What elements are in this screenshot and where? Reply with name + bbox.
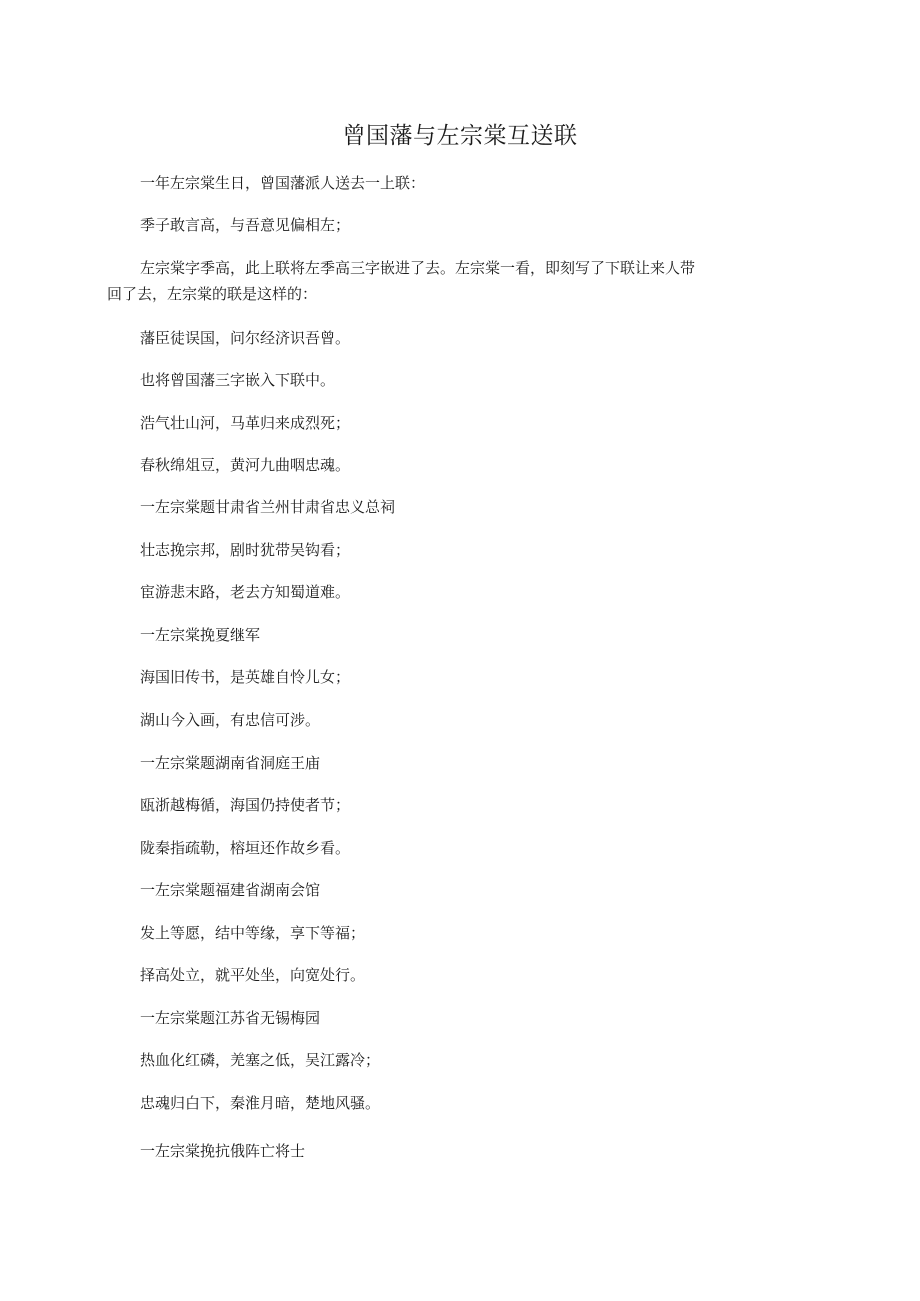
explanation-line-1: 左宗棠字季高，此上联将左季高三字嵌进了去。左宗棠一看，即刻写了下联让来人带: [140, 259, 696, 277]
text-line: 瓯浙越梅循，海国仍持使者节；: [140, 796, 351, 814]
text-line: 一左宗棠挽抗俄阵亡将士: [140, 1142, 306, 1160]
text-line: 海国旧传书，是英雄自怜儿女；: [140, 668, 351, 686]
text-line: 宦游悲末路，老去方知蜀道难。: [140, 583, 351, 601]
text-line: 一左宗棠题甘肃省兰州甘肃省忠义总祠: [140, 498, 396, 516]
text-line: 一左宗棠挽夏继军: [140, 626, 261, 644]
text-line: 一左宗棠题福建省湖南会馆: [140, 881, 321, 899]
document-title: 曾国藩与左宗棠互送联: [342, 123, 578, 149]
text-line: 一左宗棠题湖南省洞庭王庙: [140, 754, 321, 772]
text-line: 陇秦指疏勒，榕垣还作故乡看。: [140, 839, 351, 857]
intro-paragraph: 一年左宗棠生日，曾国藩派人送去一上联：: [140, 174, 426, 192]
text-line: 忠魂归白下，秦淮月暗，楚地风骚。: [140, 1094, 381, 1112]
text-line: 一左宗棠题江苏省无锡梅园: [140, 1009, 321, 1027]
text-line: 湖山今入画，有忠信可涉。: [140, 711, 321, 729]
text-line: 热血化红磷，羌塞之低，吴江露冷；: [140, 1051, 381, 1069]
text-line: 春秋绵俎豆，黄河九曲咽忠魂。: [140, 456, 351, 474]
explanation-paragraph: [107, 255, 757, 307]
text-line: 浩气壮山河，马革归来成烈死；: [140, 414, 351, 432]
couplet-lower: 藩臣徒误国，问尔经济识吾曾。: [140, 329, 351, 347]
couplet-upper: 季子敢言高，与吾意见偏相左；: [140, 216, 351, 234]
note-paragraph: 也将曾国藩三字嵌入下联中。: [140, 371, 336, 389]
explanation-line-2: 回了去，左宗棠的联是这样的：: [107, 285, 318, 303]
text-line: 发上等愿，结中等缘，享下等福；: [140, 924, 366, 942]
text-line: 壮志挽宗邦，剧时犹带吴钩看；: [140, 541, 351, 559]
text-line: 择高处立，就平处坐，向宽处行。: [140, 966, 366, 984]
